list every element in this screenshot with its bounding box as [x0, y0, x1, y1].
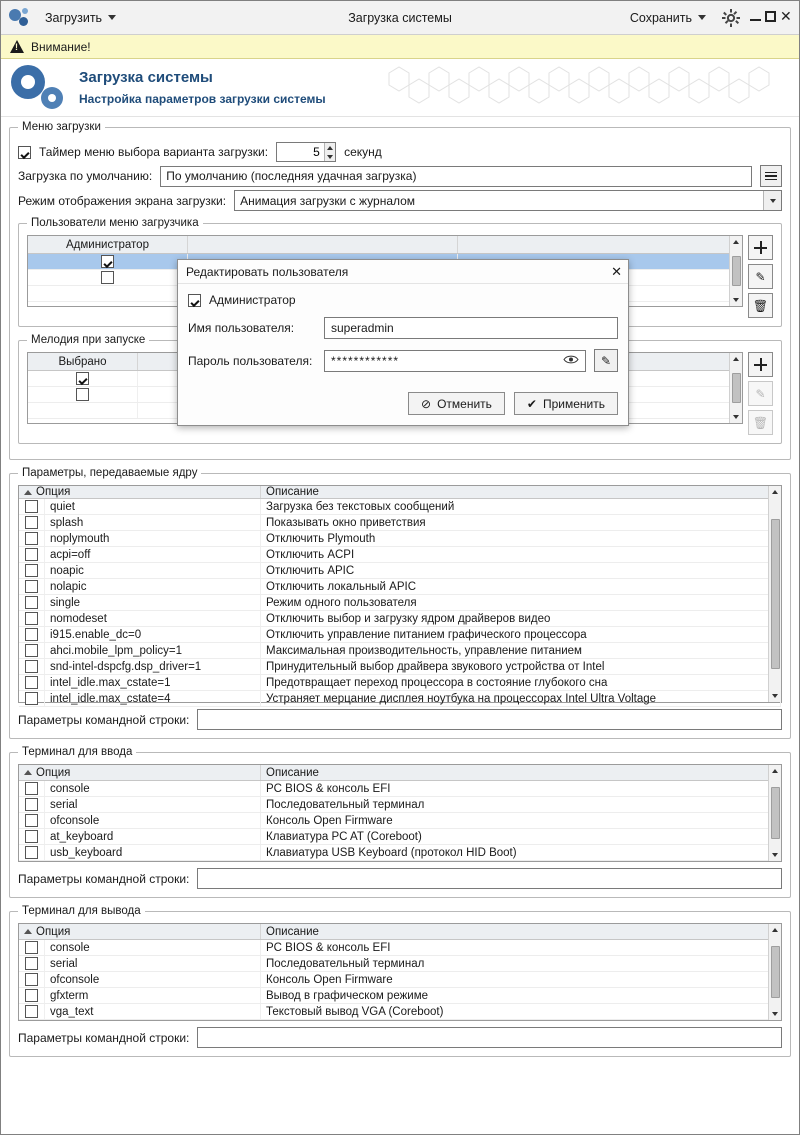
row-option: gfxterm [45, 988, 261, 1003]
row-option: quiet [45, 499, 261, 514]
row-checkbox[interactable] [25, 660, 38, 673]
close-icon[interactable]: ✕ [780, 8, 792, 24]
scroll-up-icon[interactable] [772, 924, 778, 936]
scroll-thumb[interactable] [771, 519, 780, 669]
row-option: vga_text [45, 1004, 261, 1019]
kernel-params-table[interactable] [18, 485, 782, 703]
row-description: Клавиатура PC AT (Coreboot) [261, 829, 781, 844]
row-option: serial [45, 797, 261, 812]
table-row[interactable] [19, 499, 781, 515]
kernel-cmdline-label: Параметры командной строки: [18, 712, 190, 727]
row-option: noapic [45, 563, 261, 578]
kernel-cmdline-input[interactable] [197, 709, 782, 730]
table-row[interactable] [19, 627, 781, 643]
delete-melody-button: 🗑 [748, 410, 773, 435]
row-description: Показывать окно приветствия [261, 515, 781, 530]
load-menu-label: Загрузить [45, 10, 103, 25]
add-melody-button[interactable] [748, 352, 773, 377]
table-row[interactable] [19, 797, 781, 813]
row-checkbox-cell [19, 988, 45, 1003]
row-option: ofconsole [45, 972, 261, 987]
warning-icon [10, 40, 24, 53]
table-row[interactable] [19, 972, 781, 988]
kernel-col-option-label: Опция [36, 486, 71, 498]
table-row[interactable] [19, 940, 781, 956]
screen-mode-value: Анимация загрузки с журналом [240, 193, 416, 208]
row-checkbox-cell [19, 611, 45, 626]
title-bar-right [624, 8, 799, 28]
to-col-option[interactable] [19, 924, 261, 939]
username-value: superadmin [331, 321, 394, 335]
ti-col-desc[interactable]: Описание [261, 765, 781, 780]
row-checkbox[interactable] [25, 628, 38, 641]
row-checkbox-cell [19, 579, 45, 594]
terminal-input-section [9, 746, 791, 898]
row-option: nomodeset [45, 611, 261, 626]
row-option: ahci.mobile_lpm_policy=1 [45, 643, 261, 658]
scroll-thumb[interactable] [732, 373, 741, 403]
terminal-output-header [19, 924, 781, 940]
row-option: i915.enable_dc=0 [45, 627, 261, 642]
scroll-down-icon[interactable] [772, 849, 778, 861]
table-row[interactable] [19, 579, 781, 595]
row-admin-checkbox[interactable] [101, 255, 114, 268]
timer-units-label: секунд [344, 145, 382, 159]
timer-input[interactable] [277, 143, 324, 161]
gears-icon [9, 7, 31, 29]
row-option: acpi=off [45, 547, 261, 562]
terminal-output-section [9, 905, 791, 1057]
row-option: console [45, 940, 261, 955]
load-menu-button[interactable] [39, 8, 122, 28]
row-description: Отключить локальный APIC [261, 579, 781, 594]
banner-subtitle: Настройка параметров загрузки системы [79, 92, 326, 106]
row-checkbox[interactable] [25, 973, 38, 986]
minimize-icon[interactable] [750, 11, 761, 21]
row-description: Предотвращает переход процессора в состояние глубокого сна [261, 675, 781, 690]
bottom-strip [1, 1116, 799, 1134]
table-row[interactable] [19, 781, 781, 797]
kernel-params-section [9, 467, 791, 739]
edit-password-button[interactable]: ✎ [594, 349, 618, 372]
row-option: usb_keyboard [45, 845, 261, 860]
save-menu-button[interactable] [624, 8, 712, 28]
row-checkbox-cell [19, 531, 45, 546]
terminal-output-body [19, 940, 781, 1020]
row-option: ofconsole [45, 813, 261, 828]
terminal-output-table[interactable] [18, 923, 782, 1021]
scroll-up-icon[interactable] [733, 236, 739, 248]
melody-legend: Мелодия при запуске [31, 334, 146, 346]
dialog-username-row [188, 317, 618, 339]
row-description: Режим одного пользователя [261, 595, 781, 610]
ti-cmdline-input[interactable] [197, 868, 782, 889]
row-checkbox[interactable] [25, 941, 38, 954]
stepper-arrows[interactable] [324, 143, 335, 161]
row-checkbox[interactable] [25, 612, 38, 625]
scroll-down-icon[interactable] [733, 411, 739, 423]
page-banner [1, 59, 799, 117]
dialog-admin-row [188, 293, 618, 307]
kernel-params-body [19, 499, 781, 707]
row-description: Консоль Open Firmware [261, 813, 781, 828]
row-description: PC BIOS & консоль EFI [261, 940, 781, 955]
timer-label: Таймер меню выбора варианта загрузки: [39, 145, 269, 159]
row-checkbox[interactable] [25, 676, 38, 689]
terminal-input-scrollbar[interactable] [768, 765, 781, 861]
users-table-header [28, 236, 742, 254]
check-icon: ✔ [526, 396, 537, 411]
row-checkbox-cell [19, 659, 45, 674]
to-col-desc[interactable]: Описание [261, 924, 781, 939]
default-boot-label: Загрузка по умолчанию: [18, 169, 153, 183]
kernel-params-header [19, 486, 781, 499]
apply-button[interactable] [514, 392, 618, 415]
row-checkbox-cell [19, 499, 45, 514]
window-controls [750, 8, 793, 24]
row-description: PC BIOS & консоль EFI [261, 781, 781, 796]
warning-bar [1, 35, 799, 59]
row-option: intel_idle.max_cstate=1 [45, 675, 261, 690]
kernel-col-option[interactable] [19, 486, 261, 498]
melody-table-scrollbar[interactable] [729, 353, 742, 423]
scroll-thumb[interactable] [771, 946, 780, 998]
table-row[interactable] [19, 813, 781, 829]
scroll-thumb[interactable] [771, 787, 780, 839]
cancel-label: Отменить [437, 396, 492, 411]
ti-col-option[interactable] [19, 765, 261, 780]
sort-asc-icon [24, 770, 32, 775]
timer-stepper[interactable] [276, 142, 336, 162]
row-checkbox[interactable] [25, 532, 38, 545]
kernel-params-legend: Параметры, передаваемые ядру [22, 467, 198, 479]
row-description: Отключить Plymouth [261, 531, 781, 546]
boot-menu-legend: Меню загрузки [22, 121, 101, 133]
table-row[interactable] [19, 531, 781, 547]
row-checkbox[interactable] [25, 798, 38, 811]
hamburger-icon[interactable] [760, 165, 782, 187]
row-selected-checkbox[interactable] [76, 372, 89, 385]
dialog-body [178, 284, 628, 390]
row-option: nolapic [45, 579, 261, 594]
row-description: Последовательный терминал [261, 956, 781, 971]
chevron-down-icon [698, 15, 706, 20]
scroll-down-icon[interactable] [772, 1008, 778, 1020]
row-description: Отключить APIC [261, 563, 781, 578]
table-row[interactable] [19, 547, 781, 563]
row-description: Устраняет мерцание дисплея ноутбука на процессорах Intel Ultra Voltage [261, 691, 781, 706]
row-option: at_keyboard [45, 829, 261, 844]
row-option: serial [45, 956, 261, 971]
edit-melody-button: ✎ [748, 381, 773, 406]
delete-user-button[interactable]: 🗑 [748, 293, 773, 318]
users-actions [748, 235, 773, 318]
edit-user-button[interactable]: ✎ [748, 264, 773, 289]
chevron-down-icon[interactable] [763, 191, 781, 210]
timer-checkbox[interactable] [18, 146, 31, 159]
row-checkbox[interactable] [25, 957, 38, 970]
to-cmdline-label: Параметры командной строки: [18, 1030, 190, 1045]
row-option: noplymouth [45, 531, 261, 546]
table-row[interactable] [19, 675, 781, 691]
table-row[interactable] [19, 643, 781, 659]
table-row[interactable] [19, 595, 781, 611]
close-icon[interactable]: ✕ [611, 263, 622, 279]
table-row[interactable] [19, 563, 781, 579]
title-bar-left [1, 7, 122, 29]
users-table-scrollbar[interactable] [729, 236, 742, 306]
row-description: Принудительный выбор драйвера звукового устройства от Intel [261, 659, 781, 674]
row-checkbox-cell [19, 675, 45, 690]
scroll-thumb[interactable] [732, 256, 741, 286]
row-description: Вывод в графическом режиме [261, 988, 781, 1003]
row-description: Загрузка без текстовых сообщений [261, 499, 781, 514]
row-checkbox[interactable] [25, 782, 38, 795]
screen-mode-label: Режим отображения экрана загрузки: [18, 193, 227, 208]
row-checkbox-cell [19, 972, 45, 987]
screen-mode-row [18, 190, 782, 211]
table-row[interactable] [19, 515, 781, 531]
ti-cmdline-label: Параметры командной строки: [18, 871, 190, 886]
gear-icon[interactable] [722, 9, 740, 27]
ti-cmdline-row [18, 868, 782, 889]
scroll-down-icon[interactable] [733, 294, 739, 306]
default-boot-row [18, 165, 782, 187]
row-checkbox[interactable] [25, 830, 38, 843]
to-cmdline-input[interactable] [197, 1027, 782, 1048]
table-row[interactable] [19, 829, 781, 845]
row-checkbox[interactable] [25, 814, 38, 827]
table-row[interactable] [19, 659, 781, 675]
terminal-input-table[interactable] [18, 764, 782, 862]
row-checkbox-cell [19, 691, 45, 706]
window-title: Загрузка системы [348, 10, 452, 25]
terminal-output-legend: Терминал для вывода [22, 905, 141, 917]
row-checkbox-cell [19, 956, 45, 971]
banner-text [79, 69, 326, 106]
screen-mode-select[interactable] [234, 190, 782, 211]
kernel-cmdline-row [18, 709, 782, 730]
cancel-icon: ⊘ [421, 396, 432, 411]
banner-title: Загрузка системы [79, 69, 213, 86]
terminal-input-body [19, 781, 781, 861]
scroll-up-icon[interactable] [772, 486, 778, 498]
row-checkbox[interactable] [25, 564, 38, 577]
username-field[interactable] [324, 317, 618, 339]
default-boot-value[interactable]: По умолчанию (последняя удачная загрузка) [160, 166, 752, 187]
row-description: Максимальная производительность, управление питанием [261, 643, 781, 658]
row-checkbox[interactable] [25, 692, 38, 705]
table-row[interactable] [19, 691, 781, 707]
row-selected-checkbox[interactable] [76, 388, 89, 401]
to-cmdline-row [18, 1027, 782, 1048]
users-col-3[interactable] [458, 236, 742, 253]
table-row[interactable] [19, 988, 781, 1004]
eye-icon[interactable] [563, 354, 579, 368]
users-legend: Пользователи меню загрузчика [31, 217, 199, 229]
dialog-password-label: Пароль пользователя: [188, 353, 313, 368]
row-checkbox-cell [19, 563, 45, 578]
row-checkbox-cell [19, 940, 45, 955]
row-checkbox[interactable] [25, 516, 38, 529]
scroll-up-icon[interactable] [772, 765, 778, 777]
row-description: Клавиатура USB Keyboard (протокол HID Boot) [261, 845, 781, 860]
row-description: Отключить выбор и загрузку ядром драйверов видео [261, 611, 781, 626]
sort-asc-icon [24, 490, 32, 495]
row-checkbox[interactable] [25, 846, 38, 859]
password-value: ************ [331, 353, 400, 368]
row-option: splash [45, 515, 261, 530]
row-checkbox-cell [19, 547, 45, 562]
row-checkbox[interactable] [25, 548, 38, 561]
row-checkbox-cell [19, 643, 45, 658]
row-description: Консоль Open Firmware [261, 972, 781, 987]
row-description: Текстовый вывод VGA (Coreboot) [261, 1004, 781, 1019]
row-checkbox[interactable] [25, 644, 38, 657]
dialog-title-bar [178, 260, 628, 284]
row-option: console [45, 781, 261, 796]
row-option: single [45, 595, 261, 610]
banner-gears-icon [1, 63, 79, 113]
row-description: Отключить ACPI [261, 547, 781, 562]
melody-col-selected[interactable]: Выбрано [28, 353, 138, 370]
edit-user-dialog [177, 259, 629, 426]
row-checkbox-cell [19, 1004, 45, 1019]
row-checkbox-cell [19, 515, 45, 530]
terminal-output-scrollbar[interactable] [768, 924, 781, 1020]
row-checkbox[interactable] [25, 580, 38, 593]
cancel-button[interactable] [408, 392, 505, 415]
stepper-up[interactable] [325, 143, 335, 152]
terminal-input-header [19, 765, 781, 781]
scroll-down-icon[interactable] [772, 690, 778, 702]
dialog-admin-checkbox[interactable] [188, 294, 201, 307]
hex-pattern-decoration [379, 59, 799, 116]
users-col-admin[interactable]: Администратор [28, 236, 188, 253]
row-description: Отключить управление питанием графического процессора [261, 627, 781, 642]
dialog-username-label: Имя пользователя: [188, 321, 295, 335]
row-checkbox[interactable] [25, 596, 38, 609]
timer-row [18, 142, 782, 162]
row-checkbox[interactable] [25, 500, 38, 513]
row-checkbox[interactable] [25, 1005, 38, 1018]
title-bar [1, 1, 799, 35]
scroll-up-icon[interactable] [733, 353, 739, 365]
row-checkbox-cell [19, 829, 45, 844]
dialog-password-row [188, 349, 618, 372]
row-description: Последовательный терминал [261, 797, 781, 812]
row-checkbox-cell [19, 627, 45, 642]
dialog-title: Редактировать пользователя [186, 264, 349, 279]
table-row[interactable] [19, 845, 781, 861]
warning-text: Внимание! [31, 39, 91, 54]
terminal-input-legend: Терминал для ввода [22, 746, 133, 758]
save-menu-label: Сохранить [629, 10, 692, 25]
sort-asc-icon [24, 929, 32, 934]
table-row[interactable] [19, 1004, 781, 1020]
row-checkbox[interactable] [25, 989, 38, 1002]
dialog-admin-label: Администратор [209, 293, 296, 307]
row-option: snd-intel-dspcfg.dsp_driver=1 [45, 659, 261, 674]
maximize-icon[interactable] [765, 11, 776, 22]
row-checkbox-cell [19, 595, 45, 610]
chevron-down-icon [108, 15, 116, 20]
apply-label: Применить [542, 396, 605, 411]
melody-actions [748, 352, 773, 435]
kernel-params-scrollbar[interactable] [768, 486, 781, 702]
row-checkbox-cell [19, 813, 45, 828]
to-col-option-label: Опция [36, 925, 71, 938]
row-checkbox-cell [19, 781, 45, 796]
kernel-col-desc[interactable]: Описание [261, 486, 781, 498]
row-admin-checkbox[interactable] [101, 271, 114, 284]
row-checkbox-cell [19, 797, 45, 812]
stepper-down[interactable] [325, 152, 335, 161]
dialog-footer [178, 390, 628, 425]
ti-col-option-label: Опция [36, 766, 71, 779]
row-checkbox-cell [19, 845, 45, 860]
password-field[interactable] [324, 350, 586, 372]
add-user-button[interactable] [748, 235, 773, 260]
table-row[interactable] [19, 611, 781, 627]
row-option: intel_idle.max_cstate=4 [45, 691, 261, 706]
users-col-2[interactable] [188, 236, 458, 253]
table-row[interactable] [19, 956, 781, 972]
